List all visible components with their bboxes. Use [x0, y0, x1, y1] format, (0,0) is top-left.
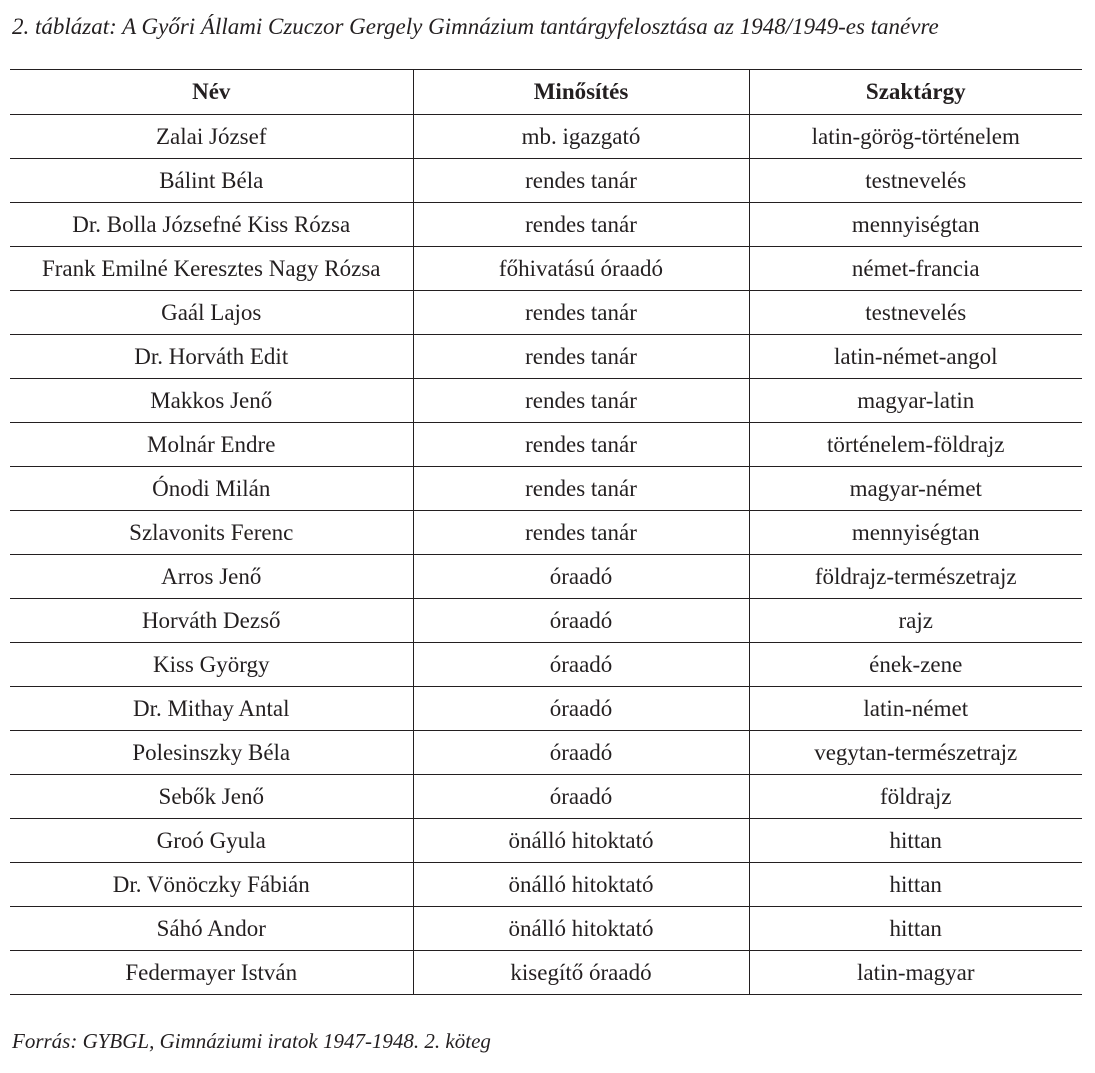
cell-name: Bálint Béla: [10, 159, 413, 203]
table-row: [10, 159, 1082, 203]
cell-subject: ének-zene: [749, 643, 1082, 687]
header-row: [10, 70, 1082, 115]
cell-name: Zalai József: [10, 115, 413, 159]
table-row: [10, 643, 1082, 687]
table-row: [10, 203, 1082, 247]
header-qualification: Minősítés: [413, 70, 749, 115]
table-row: [10, 775, 1082, 819]
cell-qualification: önálló hitoktató: [413, 863, 749, 907]
table-row: [10, 379, 1082, 423]
table-header: [10, 70, 1082, 115]
table-row: [10, 247, 1082, 291]
staff-table: [10, 69, 1082, 995]
cell-qualification: önálló hitoktató: [413, 819, 749, 863]
table-caption: 2. táblázat: A Győri Állami Czuczor Gergely Gimnázium tantárgyfelosztása az 1948/1949-es tanévre: [12, 14, 939, 39]
source-note: Forrás: GYBGL, Gimnáziumi iratok 1947-1948. 2. köteg: [12, 1029, 491, 1053]
cell-name: Polesinszky Béla: [10, 731, 413, 775]
cell-name: Makkos Jenő: [10, 379, 413, 423]
cell-subject: hittan: [749, 863, 1082, 907]
cell-qualification: főhivatású óraadó: [413, 247, 749, 291]
cell-name: Horváth Dezső: [10, 599, 413, 643]
cell-name: Kiss György: [10, 643, 413, 687]
cell-subject: magyar-latin: [749, 379, 1082, 423]
cell-qualification: mb. igazgató: [413, 115, 749, 159]
table-row: [10, 335, 1082, 379]
cell-subject: történelem-földrajz: [749, 423, 1082, 467]
table-row: [10, 511, 1082, 555]
cell-name: Sáhó Andor: [10, 907, 413, 951]
cell-subject: latin-görög-történelem: [749, 115, 1082, 159]
cell-name: Szlavonits Ferenc: [10, 511, 413, 555]
cell-qualification: óraadó: [413, 731, 749, 775]
cell-qualification: kisegítő óraadó: [413, 951, 749, 995]
cell-qualification: óraadó: [413, 599, 749, 643]
table-row: [10, 467, 1082, 511]
cell-subject: mennyiségtan: [749, 203, 1082, 247]
header-subject: Szaktárgy: [749, 70, 1082, 115]
cell-subject: latin-német-angol: [749, 335, 1082, 379]
cell-subject: német-francia: [749, 247, 1082, 291]
cell-qualification: rendes tanár: [413, 467, 749, 511]
table-row: [10, 291, 1082, 335]
cell-name: Federmayer István: [10, 951, 413, 995]
cell-qualification: rendes tanár: [413, 379, 749, 423]
table-row: [10, 863, 1082, 907]
table-row: [10, 599, 1082, 643]
cell-subject: mennyiségtan: [749, 511, 1082, 555]
cell-name: Arros Jenő: [10, 555, 413, 599]
table-row: [10, 951, 1082, 995]
cell-subject: földrajz: [749, 775, 1082, 819]
cell-qualification: rendes tanár: [413, 423, 749, 467]
cell-qualification: óraadó: [413, 643, 749, 687]
cell-qualification: rendes tanár: [413, 159, 749, 203]
cell-name: Groó Gyula: [10, 819, 413, 863]
cell-qualification: óraadó: [413, 687, 749, 731]
table-row: [10, 819, 1082, 863]
header-name: Név: [10, 70, 413, 115]
table-row: [10, 115, 1082, 159]
cell-subject: latin-német: [749, 687, 1082, 731]
table-row: [10, 687, 1082, 731]
cell-subject: földrajz-természetrajz: [749, 555, 1082, 599]
cell-qualification: óraadó: [413, 555, 749, 599]
cell-qualification: rendes tanár: [413, 291, 749, 335]
cell-subject: rajz: [749, 599, 1082, 643]
cell-name: Dr. Mithay Antal: [10, 687, 413, 731]
cell-subject: magyar-német: [749, 467, 1082, 511]
cell-qualification: rendes tanár: [413, 511, 749, 555]
cell-name: Ónodi Milán: [10, 467, 413, 511]
table-row: [10, 423, 1082, 467]
cell-qualification: rendes tanár: [413, 203, 749, 247]
cell-subject: testnevelés: [749, 291, 1082, 335]
cell-name: Dr. Vönöczky Fábián: [10, 863, 413, 907]
table-body: [10, 115, 1082, 995]
cell-name: Dr. Horváth Edit: [10, 335, 413, 379]
cell-subject: hittan: [749, 907, 1082, 951]
cell-subject: testnevelés: [749, 159, 1082, 203]
cell-subject: vegytan-természetrajz: [749, 731, 1082, 775]
cell-subject: hittan: [749, 819, 1082, 863]
cell-name: Dr. Bolla Józsefné Kiss Rózsa: [10, 203, 413, 247]
cell-subject: latin-magyar: [749, 951, 1082, 995]
table-row: [10, 555, 1082, 599]
cell-name: Molnár Endre: [10, 423, 413, 467]
cell-name: Gaál Lajos: [10, 291, 413, 335]
cell-qualification: óraadó: [413, 775, 749, 819]
cell-qualification: önálló hitoktató: [413, 907, 749, 951]
cell-name: Frank Emilné Keresztes Nagy Rózsa: [10, 247, 413, 291]
table-row: [10, 907, 1082, 951]
cell-name: Sebők Jenő: [10, 775, 413, 819]
table-row: [10, 731, 1082, 775]
cell-qualification: rendes tanár: [413, 335, 749, 379]
